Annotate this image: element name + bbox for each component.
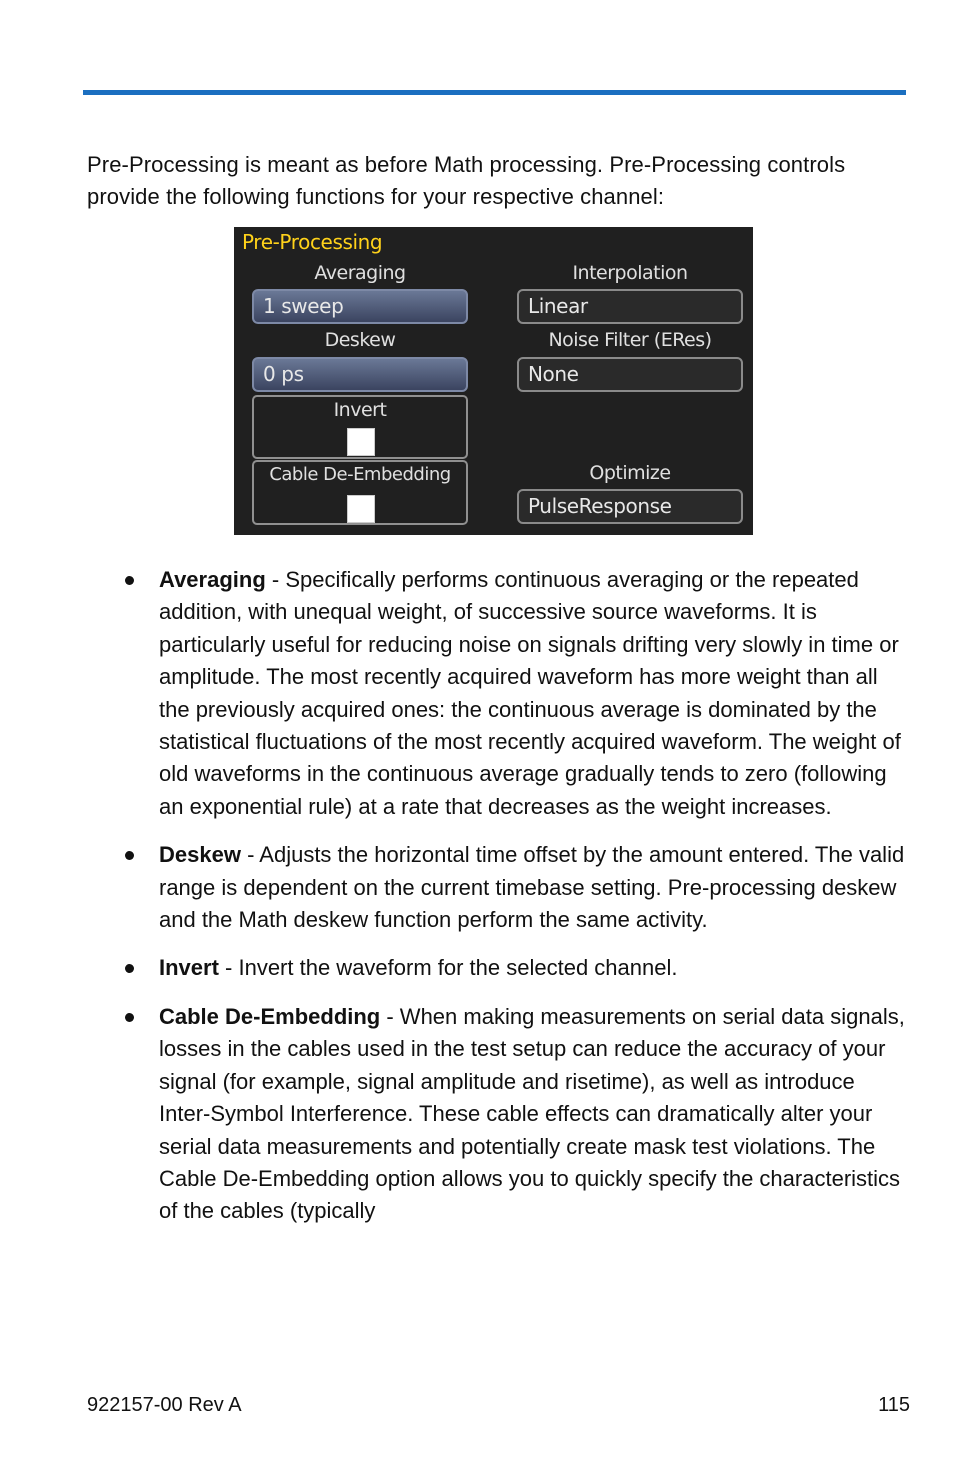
header-rule [83,90,906,95]
bullet-text: - Adjusts the horizontal time offset by the amount entered. The valid range is dependent on the current timebase setting. Pre-processing deskew and the Math deskew function perform the same activity. [159,842,905,933]
bullet-term: Cable De-Embedding [159,1003,381,1029]
bullet-text: - Invert the waveform for the selected channel. [218,955,678,981]
noise-filter-label: Noise Filter (ERes) [548,329,712,351]
footer-doc-id: 922157-00 Rev A [87,1394,242,1416]
cable-de-embedding-group [252,460,468,525]
bullet-text: - When making measurements on serial data signals, losses in the cables used in the test setup can reduce the accuracy of your signal (for example, signal amplitude and risetime), as well as introduce Inter-Symbol Interference. These cable effects can dramatically alter your serial data measurements and potentially create mask test violations. The Cable De-Embedding option allows you to quickly specify the characteristics of the cables (typically [159,1003,905,1224]
bullet-term: Averaging [159,567,266,592]
bullet-dot [125,851,134,860]
bullet-dot [125,1013,134,1022]
bullet-term: Invert [159,955,219,981]
invert-label: Invert [333,399,387,421]
noise-filter-field[interactable]: None [517,357,743,392]
list-item [120,952,910,984]
cable-de-embedding-label: Cable De-Embedding [269,464,451,485]
invert-checkbox[interactable] [347,428,375,456]
interpolation-label: Interpolation [572,262,688,284]
bullet-term: Deskew [159,842,241,868]
bullet-dot [125,964,134,973]
averaging-label: Averaging [314,262,406,284]
cable-de-embedding-checkbox[interactable] [347,495,375,523]
panel-title: Pre-Processing [242,230,383,254]
deskew-label: Deskew [324,329,396,351]
pre-processing-panel [234,227,753,535]
list-item [120,564,910,823]
list-item [120,1001,910,1228]
optimize-field[interactable]: PulseResponse [517,489,743,524]
invert-group [252,395,468,459]
intro-paragraph: Pre-Processing is meant as before Math processing. Pre-Processing controls provide the following functions for your respective channel: [87,152,846,209]
bullet-dot [125,576,134,585]
footer-page-number: 115 [878,1394,910,1416]
bullet-list [120,564,910,1244]
optimize-label: Optimize [589,462,671,484]
interpolation-field[interactable]: Linear [517,289,743,324]
averaging-field[interactable]: 1 sweep [252,289,468,324]
bullet-text: - Specifically performs continuous averaging or the repeated addition, with unequal weight, of successive source waveforms. It is particularly useful for reducing noise on signals drifting very slowly in time or amplitude. The most recently acquired waveform has more weight than all the previously acquired ones: the continuous average is dominated by the statistical fluctuations of the most recently acquired waveform. The weight of old waveforms in the continuous average gradually tends to zero (following an exponential rule) at a rate that decreases as the weight increases. [159,567,901,819]
deskew-field[interactable]: 0 ps [252,357,468,392]
list-item [120,839,910,936]
